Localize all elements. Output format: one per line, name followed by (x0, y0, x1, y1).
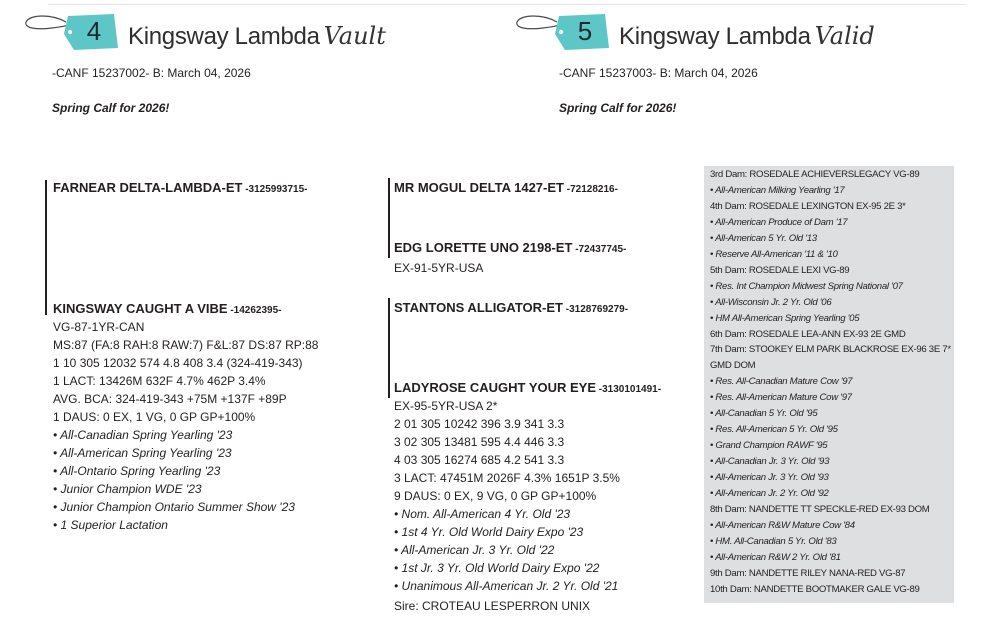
dam-honor: • All-American Spring Yearling '23 (53, 446, 232, 460)
dam-sire-line: Sire: CROTEAU LESPERRON UNIX (394, 599, 591, 613)
dam-family-entry: 4th Dam: ROSEDALE LEXINGTON EX-95 2E 3* (710, 200, 906, 212)
dam-reg: -3130101491- (596, 384, 662, 395)
dam-family-honor: • All-American R&W 2 Yr. Old '81 (710, 551, 841, 563)
dam-family-honor: • All-American Milking Yearling '17 (710, 184, 845, 196)
dam-honor: • 1 Superior Lactation (53, 518, 168, 532)
dam-family-honor: • All-American Produce of Dam '17 (710, 216, 848, 228)
dam-family-entry: 3rd Dam: ROSEDALE ACHIEVERSLEGACY VG-89 (710, 169, 920, 180)
dam-name: KINGSWAY CAUGHT A VIBE (53, 301, 228, 316)
dam-reg: -14262395- (227, 305, 282, 316)
sire-name: MR MOGUL DELTA 1427-ET (394, 180, 564, 195)
dam-record-line: 1 DAUS: 0 EX, 1 VG, 0 GP GP+100% (53, 410, 256, 424)
dam-sire-name: STANTONS ALLIGATOR-ET (394, 300, 563, 315)
dam-honor: • 1st 4 Yr. Old World Dairy Expo '23 (394, 525, 584, 539)
dam-record-line: MS:87 (FA:8 RAH:8 RAW:7) F&L:87 DS:87 RP:88 (53, 338, 319, 352)
lot-5-sire-dam (394, 240, 626, 255)
dam-family-entry: 5th Dam: ROSEDALE LEXI VG-89 (710, 264, 850, 276)
dam-family-honor: • Grand Champion RAWF '95 (710, 440, 828, 452)
dam-record-line: 2 01 305 10242 396 3.9 341 3.3 (394, 417, 565, 431)
sire-dam-class: EX-91-5YR-USA (394, 261, 484, 275)
dam-honor: • 1st Jr. 3 Yr. Old World Dairy Expo '22 (394, 561, 600, 575)
dam-record-line: AVG. BCA: 324-419-343 +75M +137F +89P (53, 392, 287, 406)
dam-family-honor: • All-Canadian Jr. 3 Yr. Old '93 (710, 456, 830, 468)
dam-name: LADYROSE CAUGHT YOUR EYE (394, 380, 597, 395)
dam-family-honor: • All-Canadian 5 Yr. Old '95 (710, 408, 818, 420)
dam-record-line: EX-95-5YR-USA 2* (394, 399, 498, 413)
lot-4-pedigree-bar (45, 180, 47, 315)
dam-family-honor: • All-American Jr. 3 Yr. Old '93 (710, 472, 829, 484)
dam-family-honor: • All-American 5 Yr. Old '13 (710, 232, 817, 244)
animal-name-main: Kingsway Lambda (619, 23, 811, 50)
dam-family-honor: • Res. Int Champion Midwest Spring National '07 (710, 280, 903, 292)
dam-family-honor: • HM All-American Spring Yearling '05 (710, 312, 860, 324)
dam-honor: • Junior Champion Ontario Summer Show '23 (53, 500, 295, 514)
dam-family-honor: • All-American R&W Mature Cow '84 (710, 519, 855, 531)
sire-dam-name: EDG LORETTE UNO 2198-ET (394, 240, 573, 255)
sire-dam-reg: -72437745- (572, 244, 627, 255)
dam-record-line: VG-87-1YR-CAN (53, 320, 145, 334)
lot-5-dam (394, 380, 661, 395)
lot-4-dam (53, 301, 282, 316)
dam-honor: • Junior Champion WDE '23 (53, 482, 202, 496)
dam-record-line: 3 02 305 13481 595 4.4 446 3.3 (394, 435, 565, 449)
dam-record-line: 1 LACT: 13426M 632F 4.7% 462P 3.4% (53, 374, 266, 388)
dam-family-honor: • All-American Jr. 2 Yr. Old '92 (710, 488, 829, 499)
dam-record-line: 9 DAUS: 0 EX, 9 VG, 0 GP GP+100% (394, 489, 597, 503)
dam-family-entry: 9th Dam: NANDETTE RILEY NANA-RED VG-87 (710, 567, 906, 579)
dam-family-honor: • Res. All-American Mature Cow '97 (710, 392, 852, 404)
dam-honor: • All-American Jr. 3 Yr. Old '22 (394, 543, 555, 557)
dam-record-line: 4 03 305 16274 685 4.2 541 3.3 (394, 453, 565, 467)
dam-honor: • Unanimous All-American Jr. 2 Yr. Old '21 (394, 579, 619, 593)
dam-family-honor: • HM. All-Canadian 5 Yr. Old '83 (710, 535, 837, 547)
lot-5-dam-bar (388, 298, 390, 398)
lot-5-note: Spring Calf for 2026! (559, 101, 677, 115)
animal-name-script: Vault (323, 22, 386, 50)
lot-4-registration: -CANF 15237002- B: March 04, 2026 (52, 66, 251, 80)
lot-number: 5 (577, 16, 593, 46)
sire-reg: -3125993715- (242, 184, 308, 195)
dam-sire-reg: -3128769279- (563, 304, 629, 315)
lot-5-dam-sire (394, 300, 628, 315)
sire-name: FARNEAR DELTA-LAMBDA-ET (53, 180, 243, 195)
animal-name (619, 22, 875, 51)
dam-family-entry: GMD DOM (710, 360, 756, 372)
lot-number: 4 (86, 16, 102, 46)
dam-family-panel (704, 166, 954, 603)
lot-5-registration: -CANF 15237003- B: March 04, 2026 (559, 66, 758, 80)
dam-family-entry: 8th Dam: NANDETTE TT SPECKLE-RED EX-93 DOM (710, 503, 930, 515)
lot-5-sire-bar (388, 178, 390, 258)
dam-record-line: 3 LACT: 47451M 2026F 4.3% 1651P 3.5% (394, 471, 620, 485)
dam-family-entry: 6th Dam: ROSEDALE LEA-ANN EX-93 2E GMD (710, 328, 906, 340)
dam-family-honor: • All-Wisconsin Jr. 2 Yr. Old '06 (710, 296, 832, 308)
dam-family-honor: • Reserve All-American '11 & '10 (710, 248, 838, 260)
lot-5-sire (394, 180, 618, 195)
dam-record-line: 1 10 305 12032 574 4.8 408 3.4 (324-419-343) (53, 356, 303, 370)
top-divider (48, 4, 966, 5)
dam-family-entry: 10th Dam: NANDETTE BOOTMAKER GALE VG-89 (710, 583, 920, 595)
animal-name (128, 22, 386, 51)
dam-honor: • All-Ontario Spring Yearling '23 (53, 464, 221, 478)
animal-name-main: Kingsway Lambda (128, 23, 320, 50)
lot-4-sire (53, 180, 308, 195)
lot-4-note: Spring Calf for 2026! (52, 101, 170, 115)
dam-family-entry: 7th Dam: STOOKEY ELM PARK BLACKROSE EX-96 3E 7* (710, 344, 951, 356)
dam-honor: • All-Canadian Spring Yearling '23 (53, 428, 233, 442)
dam-honor: • Nom. All-American 4 Yr. Old '23 (394, 507, 571, 521)
dam-family-honor: • Res. All-Canadian Mature Cow '97 (710, 376, 853, 388)
animal-name-script: Valid (814, 22, 875, 50)
sire-reg: -72128216- (563, 184, 618, 195)
dam-family-honor: • Res. All-American 5 Yr. Old '95 (710, 424, 838, 436)
